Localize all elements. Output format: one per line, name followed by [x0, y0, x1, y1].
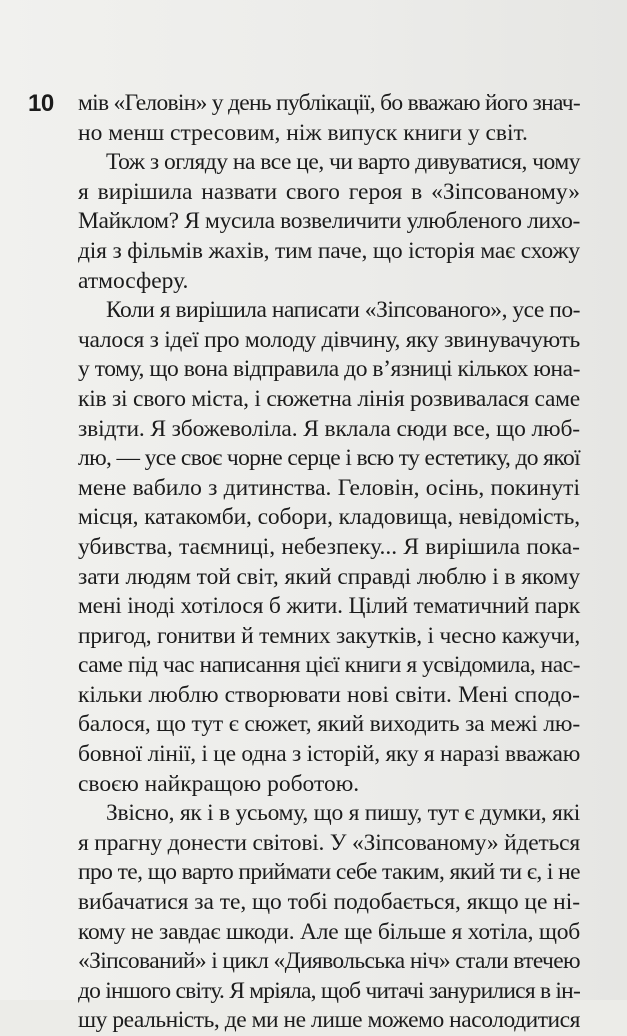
text-line: зати людям той світ, який справді люблю і в якому	[78, 563, 580, 590]
text-line: вибачатися за те, що тобі подобається, якщо це ні-	[78, 889, 580, 916]
text-line: Майклом? Я мусила возвеличити улюбленого лихо-	[78, 208, 580, 235]
text-line: бовної лінії, і це одна з історій, яку я наразі вважаю	[78, 741, 580, 768]
text-line: місця, катакомби, собори, кладовища, невідомість,	[78, 504, 580, 531]
body-text	[78, 89, 580, 1036]
text-line: балося, що тут є сюжет, який виходить за межі лю-	[78, 711, 580, 738]
text-line: про те, що варто приймати себе таким, який ти є, і не	[78, 859, 580, 886]
text-line: шу реальність, де ми не лише можемо насолодитися	[78, 1007, 580, 1034]
text-line: Звісно, як і в усьому, що я пишу, тут є думки, які	[106, 800, 580, 827]
text-line: мів «Геловін» у день публікації, бо вважаю його знач-	[78, 90, 580, 116]
text-line: атмосферу.	[78, 267, 189, 294]
text-line: саме під час написання цієї книги я усвідомила, нас-	[78, 652, 580, 679]
text-line: ків зі свого міста, і сюжетна лінія розвивалася саме	[78, 385, 580, 412]
text-line: кому не завдає шкоди. Але ще більше я хотіла, щоб	[78, 918, 580, 945]
text-line: кільки люблю створювати нові світи. Мені сподо-	[78, 681, 580, 708]
text-line: мені іноді хотілося б жити. Цілий тематичний парк	[78, 593, 580, 620]
text-line: у тому, що вона відправила до в’язниці кількох юна-	[78, 356, 580, 383]
text-line: мене вабило з дитинства. Геловін, осінь, покинуті	[78, 474, 580, 501]
text-line: Тож з огляду на все це, чи варто дивуватися, чому	[106, 149, 580, 176]
text-line: своєю найкращою роботою.	[78, 770, 360, 797]
text-line: чалося з ідеї про молоду дівчину, яку звинувачують	[78, 326, 580, 353]
text-line: «Зіпсований» і цикл «Диявольська ніч» стали втечею	[78, 948, 580, 975]
text-line: лю, — усе своє чорне серце і всю ту естетику, до якої	[78, 445, 580, 472]
text-line: звідти. Я збожеволіла. Я вклала сюди все, що люб-	[78, 415, 580, 442]
text-line: пригод, гонитви й темних закутків, і чесно кажучи,	[78, 622, 580, 649]
text-line: я вирішила назвати свого героя в «Зіпсованому»	[78, 178, 580, 205]
text-line: но менш стресовим, ніж випуск книги у світ.	[78, 119, 528, 146]
page-number: 10	[28, 90, 54, 117]
text-line: убивства, таємниці, небезпеку... Я вирішила пока-	[78, 533, 580, 560]
text-line: до іншого світу. Я мріяла, щоб читачі занурилися в ін-	[78, 977, 580, 1004]
text-line: дія з фільмів жахів, тим паче, що історія має схожу	[78, 237, 580, 264]
text-line: я прагну донести світові. У «Зіпсованому» йдеться	[78, 829, 580, 856]
text-line: Коли я вирішила написати «Зіпсованого», усе по-	[106, 297, 580, 324]
